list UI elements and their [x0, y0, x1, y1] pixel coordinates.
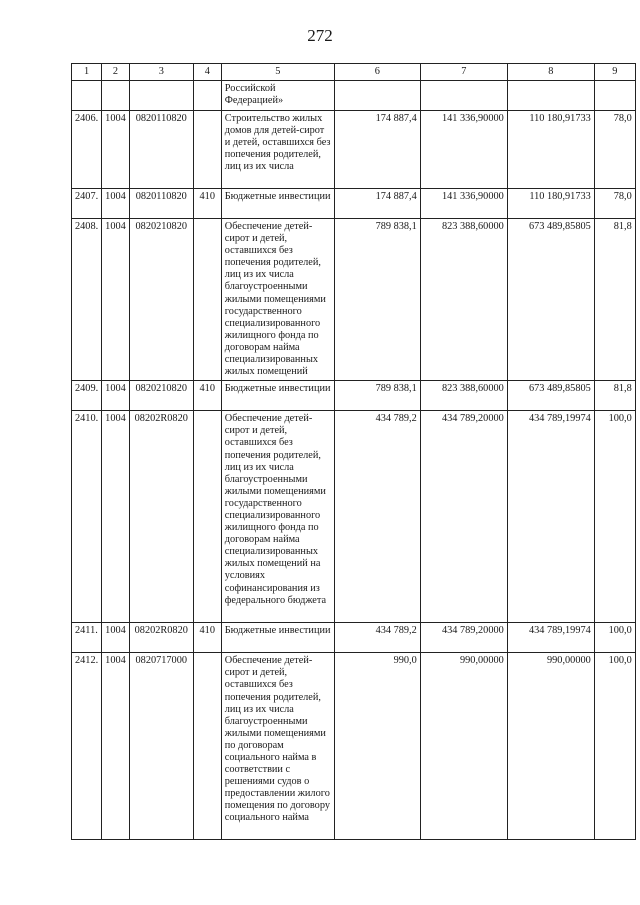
column-header: 1 [72, 64, 102, 81]
budget-table [71, 63, 636, 840]
section-code: 1004 [102, 219, 130, 381]
execution-percent: 81,8 [594, 381, 635, 411]
expense-type [193, 411, 221, 623]
execution-percent: 81,8 [594, 219, 635, 381]
executed-amount: 110 180,91733 [507, 111, 594, 189]
section-code: 1004 [102, 653, 130, 840]
column-header: 3 [129, 64, 193, 81]
column-header: 2 [102, 64, 130, 81]
row-number: 2408. [72, 219, 102, 381]
section-code: 1004 [102, 623, 130, 653]
execution-percent: 100,0 [594, 623, 635, 653]
item-name: Бюджетные инвестиции [221, 189, 334, 219]
page-number: 272 [307, 26, 333, 45]
target-code: 08202R0820 [129, 411, 193, 623]
section-code: 1004 [102, 111, 130, 189]
item-name: Бюджетные инвестиции [221, 623, 334, 653]
column-header: 9 [594, 64, 635, 81]
executed-amount: 434 789,19974 [507, 411, 594, 623]
section-code: 1004 [102, 189, 130, 219]
executed-amount: 673 489,85805 [507, 219, 594, 381]
item-name: Обеспечение детей-сирот и детей, оставшихся без попечения родителей, лиц из их числа благоустроенными жилыми помещениями государственного специализированного жилищного фонда по договорам найма специализированных жилых помещений [221, 219, 334, 381]
column-header: 7 [420, 64, 507, 81]
execution-percent: 78,0 [594, 189, 635, 219]
column-header: 8 [507, 64, 594, 81]
section-code: 1004 [102, 381, 130, 411]
column-header: 4 [193, 64, 221, 81]
refined-amount: 434 789,20000 [420, 623, 507, 653]
column-header: 5 [221, 64, 334, 81]
item-name: Обеспечение детей-сирот и детей, оставшихся без попечения родителей, лиц из их числа благоустроенными жилыми помещениями по договорам социального найма в соответствии с решениями судов о предоставлении жилого помещения по договору социального найма [221, 653, 334, 840]
execution-percent: 100,0 [594, 411, 635, 623]
row-number: 2407. [72, 189, 102, 219]
table-row [72, 189, 636, 219]
item-name: Бюджетные инвестиции [221, 381, 334, 411]
target-code: 0820210820 [129, 381, 193, 411]
table-row [72, 411, 636, 623]
planned-amount: 174 887,4 [334, 111, 420, 189]
executed-amount: 110 180,91733 [507, 189, 594, 219]
item-name: Строительство жилых домов для детей-сирот и детей, оставшихся без попечения родителей, лиц из их числа [221, 111, 334, 189]
row-number: 2409. [72, 381, 102, 411]
planned-amount: 174 887,4 [334, 189, 420, 219]
planned-amount: 434 789,2 [334, 411, 420, 623]
expense-type: 410 [193, 381, 221, 411]
refined-amount: 990,00000 [420, 653, 507, 840]
executed-amount: 434 789,19974 [507, 623, 594, 653]
execution-percent: 78,0 [594, 111, 635, 189]
table-row [72, 623, 636, 653]
target-code: 0820210820 [129, 219, 193, 381]
expense-type [193, 111, 221, 189]
section-code: 1004 [102, 411, 130, 623]
refined-amount: 141 336,90000 [420, 111, 507, 189]
expense-type: 410 [193, 189, 221, 219]
table-row [72, 219, 636, 381]
row-number: 2406. [72, 111, 102, 189]
table-row [72, 381, 636, 411]
row-number: 2412. [72, 653, 102, 840]
expense-type [193, 219, 221, 381]
continuation-row [72, 81, 636, 111]
target-code: 0820717000 [129, 653, 193, 840]
planned-amount: 789 838,1 [334, 381, 420, 411]
continuation-text: Российской Федерацией» [221, 81, 334, 111]
planned-amount: 990,0 [334, 653, 420, 840]
item-name: Обеспечение детей-сирот и детей, оставшихся без попечения родителей, лиц из их числа благоустроенными жилыми помещениями государственного специализированного жилищного фонда по договорам найма специализированных жилых помещений на условиях софинансирования из федерального бюджета [221, 411, 334, 623]
executed-amount: 990,00000 [507, 653, 594, 840]
planned-amount: 434 789,2 [334, 623, 420, 653]
target-code: 0820110820 [129, 111, 193, 189]
expense-type: 410 [193, 623, 221, 653]
refined-amount: 823 388,60000 [420, 381, 507, 411]
planned-amount: 789 838,1 [334, 219, 420, 381]
table-row [72, 653, 636, 840]
column-header: 6 [334, 64, 420, 81]
refined-amount: 823 388,60000 [420, 219, 507, 381]
table-row [72, 111, 636, 189]
target-code: 08202R0820 [129, 623, 193, 653]
header-row [72, 64, 636, 81]
row-number: 2411. [72, 623, 102, 653]
expense-type [193, 653, 221, 840]
executed-amount: 673 489,85805 [507, 381, 594, 411]
execution-percent: 100,0 [594, 653, 635, 840]
refined-amount: 141 336,90000 [420, 189, 507, 219]
row-number: 2410. [72, 411, 102, 623]
target-code: 0820110820 [129, 189, 193, 219]
refined-amount: 434 789,20000 [420, 411, 507, 623]
